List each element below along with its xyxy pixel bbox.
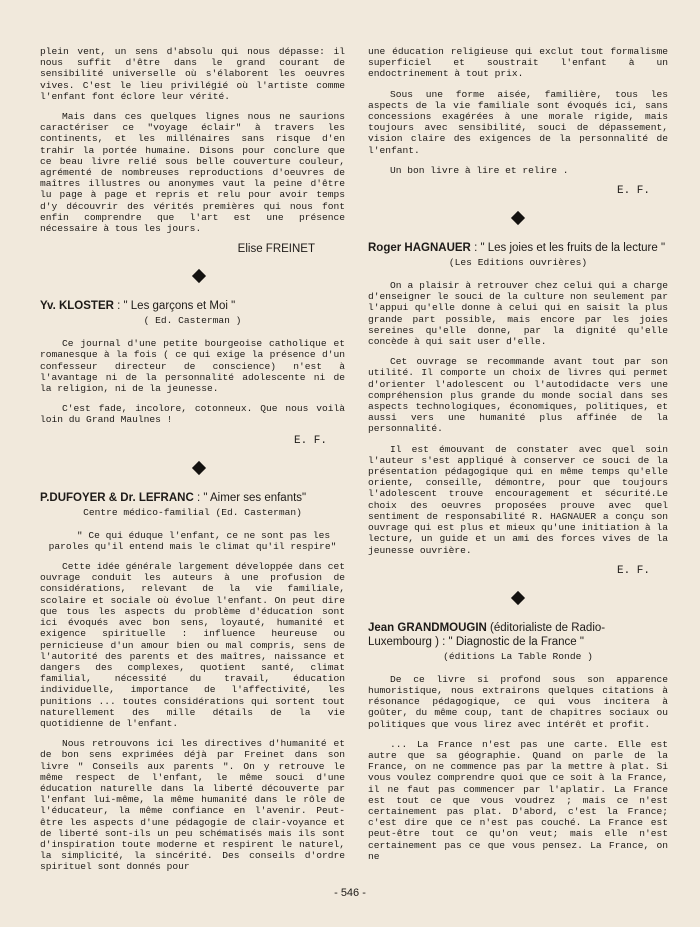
paragraph: Il est émouvant de constater avec quel soin l'auteur s'est appliqué à conserver ce souci de la présentation pédagogique qui en même temps qu'elle oriente, conseille, démontre, pour que toujours l'adolescent trouve encouragement et sécurité.Le choix des oeuvres proposées prouve avec quel sentiment de responsabilité R. HAGNAUER a conçu son ouvrage qui est plus et mieux qu'une initiation à la lecture, un guide et un ami des forces vives de la jeunesse ouvrière. [368,443,668,556]
paragraph: C'est fade, incolore, cotonneux. Que nous voilà loin du Grand Maulnes ! [40,403,345,426]
review-author: Roger HAGNAUER [368,242,471,255]
review-title: (éditorialiste de Radio-Luxembourg ) : " Diagnostic de la France " [368,621,606,648]
review-publisher: (Les Editions ouvrières) [448,257,588,269]
review-heading [40,491,345,505]
review-heading [40,299,345,313]
paragraph: Mais dans ces quelques lignes nous ne saurions caractériser ce "voyage éclair" à travers les continents, et les millénaires sans risque d'en trahir la portée humaine. Disons pour conclure que ce beau livre relié sous belle couverture couleur, agrémenté de nombreuses reproductions d'oeuvres de maîtres illustres ou anonymes vaut la peine d'être lu page à page et repris et relu pour avoir temps d'y découvrir des vérités premières qui nous font enfin comprendre que l'art est une présence nécessaire à tous les jours. [40,111,345,235]
review-title: : " Les joies et les fruits de la lecture " [470,242,666,255]
review-publisher: (éditions La Table Ronde ) [443,650,593,662]
paragraph: Cette idée générale largement développée dans cet ouvrage conduit les auteurs à une profusion de considérations, relevant de la vie familiale, scolaire et sociale où évolue l'enfant. On peut dire que tous les aspects du problème d'éducation sont ici évoqués avec bon sens, loyauté, humanité et exigence spirituelle : influence heureuse ou pernicieuse d'un amour bien ou mal compris, sens de l'autorité des parents et des maîtres, naissance et dangers des complexes, quotient santé, climat familial, nécessité du travail, éducation individuelle, importance de l'affectivité, les punitions ... toutes considérations qui sortent tout naturellement des mille détails de la vie quotidienne de l'enfant. [40,561,345,729]
left-column [40,46,345,882]
paragraph: Cet ouvrage se recommande avant tout par son utilité. Il comporte un choix de livres qui permet d'orienter l'adolescent ou l'autodidacte vers une compréhension plus grande du monde social dans ses aspects technologiques, économiques, politiques, et aussi vers une humanité plus affinée de la personnalité. [368,356,668,435]
review-heading [368,241,668,255]
paragraph: On a plaisir à retrouver chez celui qui a charge d'enseigner le souci de la culture non seulement par l'appui qu'elle donne à celui qui en saisit la plus grande part possible, mais encore par les joies sereines qu'elle donne, par la dignité qu'elle concède à qui sait user d'elle. [368,280,668,348]
review-title: : " Aimer ses enfants" [193,491,307,504]
review-author: P.DUFOYER & Dr. LEFRANC [40,491,194,504]
paragraph: ... La France n'est pas une carte. Elle est autre que sa géographie. Quand on parle de la France, on ne commence pas par la mettre à plat. Si vous voulez comprendre quoi que ce soit à la France, il ne faut pas commencer par l'aplatir. La France est tout ce que vous voudrez ; mais ce n'est certainement pas plat. D'abord, c'est la France; c'est dire que ce n'est pas couché. La France est peut-être tout ce qu'on veut; mais elle n'est certainement pas ce que vous pensez. La France, on ne [368,738,668,862]
diamond-separator-icon [511,211,525,225]
signature: E. F. [616,564,650,577]
signature: Elise FREINET [237,243,315,256]
page-number: - 546 - [334,887,366,899]
signature: E. F. [616,185,650,198]
paragraph: Nous retrouvons ici les directives d'humanité et de bon sens exprimées déjà par Freinet dans son livre " Conseils aux parents ". On y retrouve le même respect de l'enfant, le même souci d'une éducation naturelle dans la liberté découverte par l'enfant lui-même, la même humanité dans le rôle de l'éducateur, la même confiance en l'avenir. Peut-être les aspects d'une pédagogie de clair-voyance et de liberté sont-ils un peu schématisés mais ils sont d'inspiration toute moderne et respirent le naturel, la simplicité, la sincérité. Des conseils d'ordre spirituel sont donnés pour [40,738,345,873]
review-publisher: ( Ed. Casterman ) [143,315,242,327]
diamond-separator-icon [192,269,206,283]
paragraph: Sous une forme aisée, familière, tous les aspects de la vie familiale sont évoqués ici, sans concessions exagérées à une morale rigide, mais toujours avec sensibilité, souci de dépassement, vision claire des exigences de la personnalité de l'enfant. [368,88,668,156]
review-publisher: Centre médico-familial (Ed. Casterman) [83,506,302,518]
diamond-separator-icon [192,461,206,475]
signature: E. F. [293,434,327,447]
review-author: Yv. KLOSTER [40,300,114,313]
review-author: Jean GRANDMOUGIN [368,621,487,634]
paragraph: De ce livre si profond sous son apparence humoristique, nous extrairons quelques citations à résonance pédagogique, ce qui vous incitera à goûter, du même coup, tant de chapitres sociaux ou politiques que vous lirez avec intérêt et profit. [368,673,668,730]
review-heading [368,621,668,649]
paragraph: Un bon livre à lire et relire . [390,164,569,176]
review-title: : " Les garçons et Moi " [113,300,236,313]
diamond-separator-icon [511,591,525,605]
paragraph: plein vent, un sens d'absolu qui nous dépasse: il nous suffit d'être dans le grand courant de sensibilité universelle où s'élaborent les oeuvres vives. C'est le lieu privilégié où l'artiste comme l'enfant font éclore leur vérité. [40,46,345,102]
paragraph: une éducation religieuse qui exclut tout formalisme superficiel et soustrait l'enfant à un endoctrinement à tout prix. [368,46,668,80]
quote: " Ce qui éduque l'enfant, ce ne sont pas les paroles qu'il entend mais le climat qu'il respire" [48,529,337,552]
right-column [368,46,668,871]
paragraph: Ce journal d'une petite bourgeoise catholique et romanesque à la fois ( ce qui exige la présence d'un confesseur directeur de conscience) n'est à l'avantage ni de la personnalité adolescente ni de la religion, ni de la jeunesse. [40,338,345,395]
